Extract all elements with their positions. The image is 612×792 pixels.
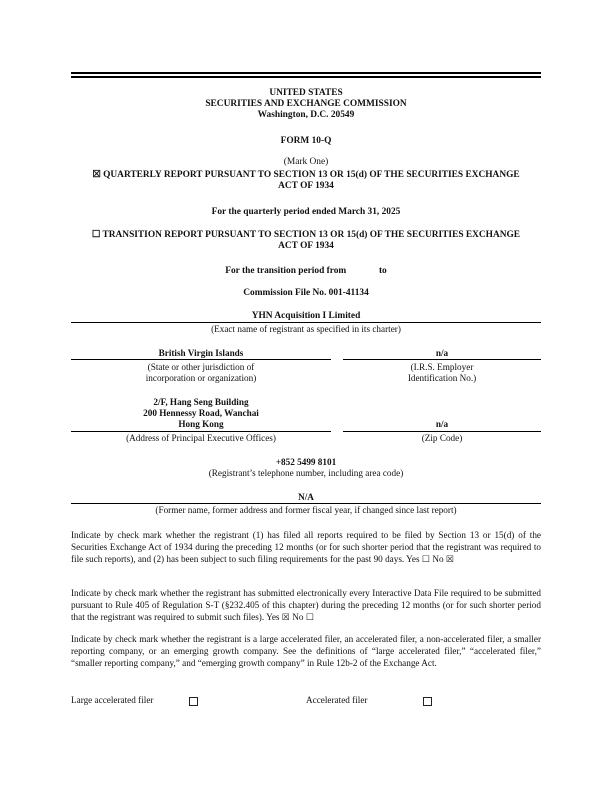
period-ended: For the quarterly period ended March 31, 2025: [211, 207, 401, 217]
registrant-name-rule: [71, 322, 541, 323]
former-name: N/A: [298, 492, 314, 502]
zip-rule: [343, 431, 541, 432]
irs-number: n/a: [435, 348, 449, 358]
header-line-2: SECURITIES AND EXCHANGE COMMISSION: [205, 99, 407, 109]
reports-filed-paragraph: Indicate by check mark whether the registrant (1) has filed all reports required to be filed by Section 13 or 15(d) of the Securities Exchange Act of 1934 during the preceding 12 months (or for such shorter period that the registrant was required to file such reports), and (2) has been subject to such filing requirements for the past 90 days. Yes ☐ No ☒: [71, 530, 541, 564]
registrant-name-caption: (Exact name of registrant as specified in its charter): [211, 324, 401, 334]
registrant-name: YHN Acquisition I Limited: [251, 311, 361, 321]
address-line-3: Hong Kong: [178, 419, 224, 429]
transition-report-option: [71, 230, 541, 252]
commission-file-number: Commission File No. 001-41134: [243, 288, 369, 298]
irs-rule: [343, 359, 541, 360]
irs-caption-line-2: Identification No.): [407, 373, 477, 383]
header-line-3: Washington, D.C. 20549: [257, 110, 355, 120]
accelerated-filer-checkbox[interactable]: [423, 697, 432, 706]
quarterly-line-2: ACT OF 1934: [278, 181, 334, 191]
state-rule: [71, 359, 331, 360]
accelerated-filer-label: Accelerated filer: [306, 695, 368, 705]
irs-caption: [343, 362, 541, 384]
zip-caption: (Zip Code): [421, 433, 463, 443]
interactive-data-paragraph: Indicate by check mark whether the registrant has submitted electronically every Interactive Data File required to be submitted pursuant to Rule 405 of Regulation S-T (§232.405 of this chapter) during the preceding 12 months (or for such shorter period that the registrant was required to submit such files). Yes ☒ No ☐: [71, 588, 541, 622]
telephone-caption: (Registrant’s telephone number, including area code): [208, 468, 404, 478]
filer-status-paragraph: Indicate by check mark whether the registrant is a large accelerated filer, an accelerated filer, a non-accelerated filer, a smaller reporting company, or an emerging growth company. See the definitions of “large accelerated filer,” “accelerated filer,” “smaller reporting company,” and “emerging growth company” in Rule 12b-2 of the Exchange Act.: [71, 634, 541, 668]
transition-line-2: ACT OF 1934: [278, 241, 334, 251]
state-caption: [71, 362, 331, 384]
state-caption-line-2: incorporation or organization): [145, 373, 257, 383]
state-caption-line-1: (State or other jurisdiction of: [147, 362, 255, 372]
transition-to-label: to: [378, 266, 387, 276]
address-rule: [71, 431, 331, 432]
state-of-incorporation: British Virgin Islands: [158, 348, 244, 358]
address-caption: (Address of Principal Executive Offices): [126, 433, 276, 443]
telephone-number: +852 5499 8101: [275, 457, 337, 467]
transition-period: [71, 266, 541, 277]
irs-caption-line-1: (I.R.S. Employer: [410, 362, 474, 372]
zip-code: n/a: [435, 419, 449, 429]
quarterly-line-1: ☒ QUARTERLY REPORT PURSUANT TO SECTION 13 OR 15(d) OF THE SECURITIES EXCHANGE: [92, 170, 520, 180]
transition-line-1: ☐ TRANSITION REPORT PURSUANT TO SECTION 13 OR 15(d) OF THE SECURITIES EXCHANGE: [91, 230, 521, 240]
top-rule-1: [71, 72, 541, 74]
mark-one: (Mark One): [283, 157, 329, 167]
former-name-rule: [71, 503, 541, 504]
agency-header: [71, 88, 541, 121]
top-rule-2: [71, 76, 541, 78]
address-line-1: 2/F, Hang Seng Building: [153, 397, 249, 407]
large-accelerated-filer-label: Large accelerated filer: [71, 695, 154, 705]
form-title: FORM 10-Q: [280, 136, 332, 146]
address-line-2: 200 Hennessy Road, Wanchai: [143, 408, 259, 418]
former-name-caption: (Former name, former address and former fiscal year, if changed since last report): [155, 505, 457, 515]
quarterly-report-option: [71, 170, 541, 192]
transition-from-label: For the transition period from: [225, 266, 347, 276]
principal-office-address: [71, 397, 331, 430]
large-accelerated-filer-checkbox[interactable]: [189, 697, 198, 706]
header-line-1: UNITED STATES: [269, 88, 343, 98]
